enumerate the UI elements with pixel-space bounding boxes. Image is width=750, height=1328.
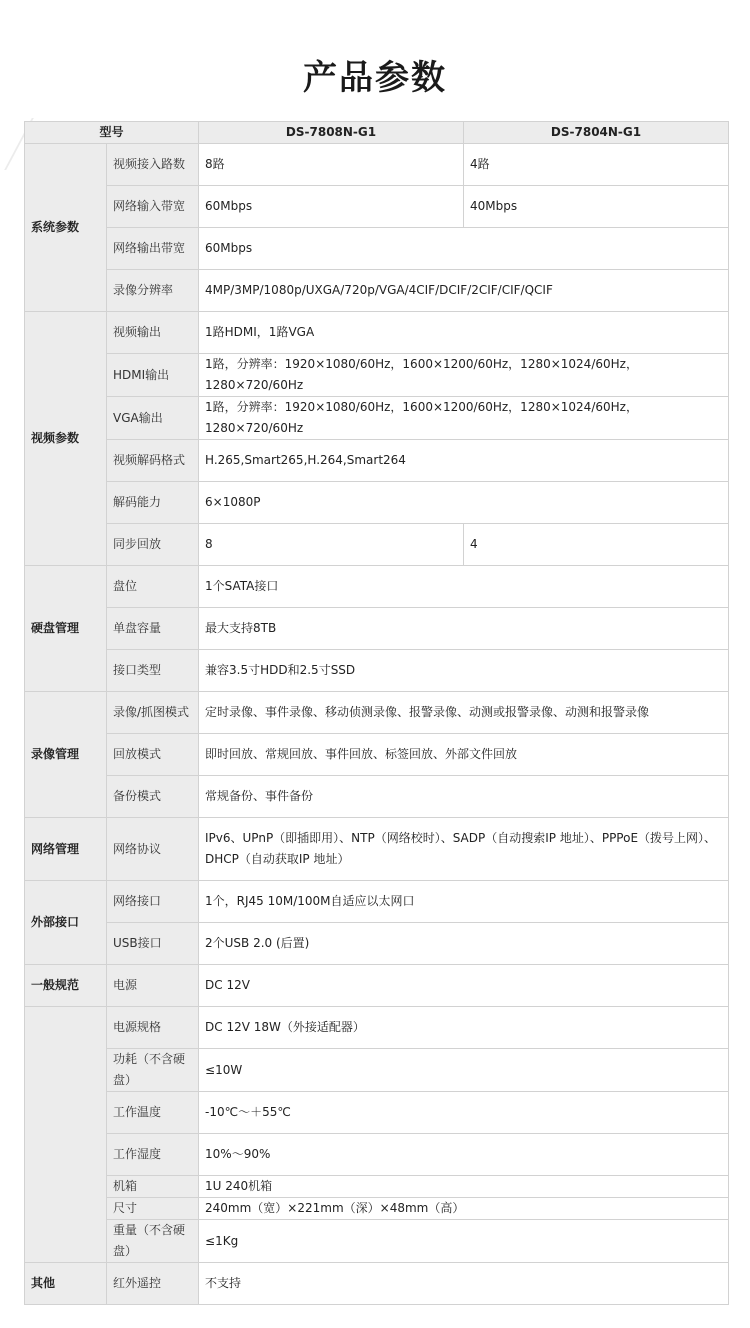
row-label: HDMI输出 [107, 354, 199, 397]
table-header-row [25, 122, 729, 144]
row-value-b: 4路 [464, 144, 729, 186]
row-value: 1路，分辨率：1920×1080/60Hz，1600×1200/60Hz，1280×1024/60Hz，1280×720/60Hz [199, 354, 729, 397]
row-value: 2个USB 2.0 (后置) [199, 923, 729, 965]
table-row [25, 1007, 729, 1049]
table-row [25, 650, 729, 692]
category-network: 网络管理 [25, 818, 107, 881]
table-row [25, 228, 729, 270]
spec-table [24, 121, 729, 1305]
row-label: 机箱 [107, 1176, 199, 1198]
category-general: 一般规范 [25, 965, 107, 1007]
row-value: -10℃～＋55℃ [199, 1092, 729, 1134]
row-value: DC 12V [199, 965, 729, 1007]
category-record: 录像管理 [25, 692, 107, 818]
row-label: 网络接口 [107, 881, 199, 923]
row-value: 兼容3.5寸HDD和2.5寸SSD [199, 650, 729, 692]
row-value: 1个，RJ45 10M/100M自适应以太网口 [199, 881, 729, 923]
row-label: 电源 [107, 965, 199, 1007]
table-row [25, 270, 729, 312]
table-row [25, 440, 729, 482]
row-value: ≤10W [199, 1049, 729, 1092]
row-value: ≤1Kg [199, 1220, 729, 1263]
header-model-b: DS-7804N-G1 [464, 122, 729, 144]
row-value: 即时回放、常规回放、事件回放、标签回放、外部文件回放 [199, 734, 729, 776]
row-value: 1路，分辨率：1920×1080/60Hz，1600×1200/60Hz，1280×1024/60Hz，1280×720/60Hz [199, 397, 729, 440]
row-label: 回放模式 [107, 734, 199, 776]
row-value-b: 40Mbps [464, 186, 729, 228]
row-label: 视频解码格式 [107, 440, 199, 482]
table-row [25, 692, 729, 734]
row-label: USB接口 [107, 923, 199, 965]
row-label: 功耗（不含硬盘） [107, 1049, 199, 1092]
category-general-continued [25, 1007, 107, 1263]
row-label: 网络协议 [107, 818, 199, 881]
row-value-a: 60Mbps [199, 186, 464, 228]
row-value: 定时录像、事件录像、移动侦测录像、报警录像、动测或报警录像、动测和报警录像 [199, 692, 729, 734]
table-row [25, 566, 729, 608]
row-label: 重量（不含硬盘） [107, 1220, 199, 1263]
table-row [25, 1198, 729, 1220]
row-label: 同步回放 [107, 524, 199, 566]
table-row [25, 524, 729, 566]
row-label: 盘位 [107, 566, 199, 608]
table-row [25, 776, 729, 818]
table-row [25, 1220, 729, 1263]
table-row [25, 1263, 729, 1305]
row-value: 1路HDMI，1路VGA [199, 312, 729, 354]
row-value: 240mm（宽）×221mm（深）×48mm（高） [199, 1198, 729, 1220]
row-label: 单盘容量 [107, 608, 199, 650]
row-label: 工作湿度 [107, 1134, 199, 1176]
row-value: 不支持 [199, 1263, 729, 1305]
header-model-label: 型号 [25, 122, 199, 144]
row-label: 红外遥控 [107, 1263, 199, 1305]
table-row [25, 397, 729, 440]
row-label: VGA输出 [107, 397, 199, 440]
row-value: 常规备份、事件备份 [199, 776, 729, 818]
row-label: 解码能力 [107, 482, 199, 524]
table-row [25, 1092, 729, 1134]
row-value: 最大支持8TB [199, 608, 729, 650]
table-row [25, 482, 729, 524]
row-label: 电源规格 [107, 1007, 199, 1049]
row-value: 60Mbps [199, 228, 729, 270]
row-label: 录像/抓图模式 [107, 692, 199, 734]
table-row [25, 881, 729, 923]
table-row [25, 312, 729, 354]
row-value: 1U 240机箱 [199, 1176, 729, 1198]
row-value: IPv6、UPnP（即插即用）、NTP（网络校时）、SADP（自动搜索IP 地址）、PPPoE（拨号上网）、DHCP（自动获取IP 地址） [199, 818, 729, 881]
row-label: 视频输出 [107, 312, 199, 354]
category-video: 视频参数 [25, 312, 107, 566]
table-row [25, 186, 729, 228]
table-row [25, 354, 729, 397]
row-label: 尺寸 [107, 1198, 199, 1220]
row-value-b: 4 [464, 524, 729, 566]
table-row [25, 818, 729, 881]
row-label: 备份模式 [107, 776, 199, 818]
row-value: 4MP/3MP/1080p/UXGA/720p/VGA/4CIF/DCIF/2CIF/CIF/QCIF [199, 270, 729, 312]
row-value: 10%～90% [199, 1134, 729, 1176]
row-label: 接口类型 [107, 650, 199, 692]
row-label: 工作温度 [107, 1092, 199, 1134]
table-row [25, 1176, 729, 1198]
table-row [25, 923, 729, 965]
row-label: 网络输出带宽 [107, 228, 199, 270]
row-label: 网络输入带宽 [107, 186, 199, 228]
row-value: 1个SATA接口 [199, 566, 729, 608]
table-row [25, 144, 729, 186]
row-value-a: 8路 [199, 144, 464, 186]
category-other: 其他 [25, 1263, 107, 1305]
header-model-a: DS-7808N-G1 [199, 122, 464, 144]
row-label: 视频接入路数 [107, 144, 199, 186]
row-value: DC 12V 18W（外接适配器） [199, 1007, 729, 1049]
category-disk: 硬盘管理 [25, 566, 107, 692]
table-row [25, 734, 729, 776]
row-value-a: 8 [199, 524, 464, 566]
row-label: 录像分辨率 [107, 270, 199, 312]
table-row [25, 608, 729, 650]
category-external: 外部接口 [25, 881, 107, 965]
category-system: 系统参数 [25, 144, 107, 312]
row-value: H.265,Smart265,H.264,Smart264 [199, 440, 729, 482]
table-row [25, 1134, 729, 1176]
row-value: 6×1080P [199, 482, 729, 524]
page-title: 产品参数 [303, 58, 447, 98]
table-row [25, 965, 729, 1007]
table-row [25, 1049, 729, 1092]
